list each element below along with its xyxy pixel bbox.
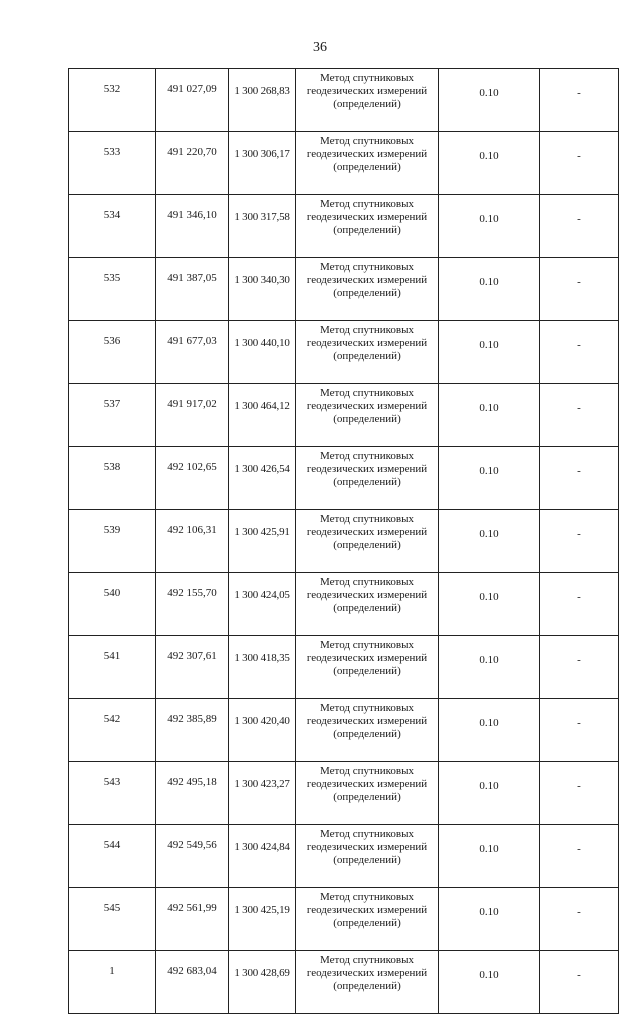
- method-line: (определений): [333, 476, 401, 488]
- y-coordinate-cell: 1 300 420,40: [229, 699, 296, 762]
- x-coordinate-cell: 492 549,56: [156, 825, 229, 888]
- accuracy-cell: 0.10: [439, 321, 540, 384]
- point-number-cell: 536: [69, 321, 156, 384]
- table-row: [69, 447, 619, 510]
- method-line: Метод спутниковых: [320, 450, 414, 462]
- accuracy-cell: 0.10: [439, 699, 540, 762]
- method-line: (определений): [333, 665, 401, 677]
- point-number-cell: 544: [69, 825, 156, 888]
- note-cell: -: [540, 447, 619, 510]
- method-line: Метод спутниковых: [320, 324, 414, 336]
- note-cell: -: [540, 321, 619, 384]
- note-cell: -: [540, 69, 619, 132]
- method-cell: [296, 195, 439, 258]
- y-coordinate-cell: 1 300 440,10: [229, 321, 296, 384]
- method-line: геодезических измерений: [306, 715, 428, 727]
- point-number-cell: 542: [69, 699, 156, 762]
- y-coordinate-cell: 1 300 424,84: [229, 825, 296, 888]
- note-cell: -: [540, 384, 619, 447]
- method-line: геодезических измерений: [306, 400, 428, 412]
- table-row: [69, 699, 619, 762]
- method-line: геодезических измерений: [306, 85, 428, 97]
- accuracy-cell: 0.10: [439, 258, 540, 321]
- note-cell: -: [540, 888, 619, 951]
- x-coordinate-cell: 492 155,70: [156, 573, 229, 636]
- x-coordinate-cell: 491 677,03: [156, 321, 229, 384]
- note-cell: -: [540, 258, 619, 321]
- table-row: [69, 195, 619, 258]
- method-line: (определений): [333, 161, 401, 173]
- table-row: [69, 762, 619, 825]
- method-line: геодезических измерений: [306, 463, 428, 475]
- method-line: Метод спутниковых: [320, 72, 414, 84]
- method-line: (определений): [333, 602, 401, 614]
- method-line: (определений): [333, 413, 401, 425]
- accuracy-cell: 0.10: [439, 510, 540, 573]
- x-coordinate-cell: 491 346,10: [156, 195, 229, 258]
- point-number-cell: 532: [69, 69, 156, 132]
- method-line: геодезических измерений: [306, 967, 428, 979]
- method-line: геодезических измерений: [306, 337, 428, 349]
- y-coordinate-cell: 1 300 428,69: [229, 951, 296, 1014]
- accuracy-cell: 0.10: [439, 888, 540, 951]
- method-cell: [296, 384, 439, 447]
- method-line: геодезических измерений: [306, 778, 428, 790]
- note-cell: -: [540, 132, 619, 195]
- method-line: геодезических измерений: [306, 211, 428, 223]
- table-row: [69, 510, 619, 573]
- table-body: [69, 69, 619, 1014]
- y-coordinate-cell: 1 300 340,30: [229, 258, 296, 321]
- note-cell: -: [540, 699, 619, 762]
- method-cell: [296, 510, 439, 573]
- y-coordinate-cell: 1 300 425,91: [229, 510, 296, 573]
- table-row: [69, 69, 619, 132]
- table-row: [69, 825, 619, 888]
- method-cell: [296, 825, 439, 888]
- point-number-cell: 543: [69, 762, 156, 825]
- accuracy-cell: 0.10: [439, 384, 540, 447]
- accuracy-cell: 0.10: [439, 132, 540, 195]
- point-number-cell: 1: [69, 951, 156, 1014]
- y-coordinate-cell: 1 300 426,54: [229, 447, 296, 510]
- method-line: Метод спутниковых: [320, 135, 414, 147]
- x-coordinate-cell: 492 102,65: [156, 447, 229, 510]
- method-cell: [296, 258, 439, 321]
- point-number-cell: 540: [69, 573, 156, 636]
- method-cell: [296, 699, 439, 762]
- method-line: Метод спутниковых: [320, 387, 414, 399]
- x-coordinate-cell: 492 495,18: [156, 762, 229, 825]
- method-line: (определений): [333, 728, 401, 740]
- method-line: (определений): [333, 287, 401, 299]
- x-coordinate-cell: 492 106,31: [156, 510, 229, 573]
- point-number-cell: 535: [69, 258, 156, 321]
- method-cell: [296, 447, 439, 510]
- method-cell: [296, 762, 439, 825]
- table-row: [69, 321, 619, 384]
- method-cell: [296, 573, 439, 636]
- method-line: Метод спутниковых: [320, 891, 414, 903]
- method-line: геодезических измерений: [306, 148, 428, 160]
- point-number-cell: 541: [69, 636, 156, 699]
- method-line: Метод спутниковых: [320, 198, 414, 210]
- y-coordinate-cell: 1 300 268,83: [229, 69, 296, 132]
- table-row: [69, 636, 619, 699]
- method-line: геодезических измерений: [306, 652, 428, 664]
- x-coordinate-cell: 492 561,99: [156, 888, 229, 951]
- page-number: 36: [313, 40, 327, 55]
- method-line: Метод спутниковых: [320, 513, 414, 525]
- method-line: геодезических измерений: [306, 526, 428, 538]
- y-coordinate-cell: 1 300 424,05: [229, 573, 296, 636]
- y-coordinate-cell: 1 300 464,12: [229, 384, 296, 447]
- point-number-cell: 538: [69, 447, 156, 510]
- y-coordinate-cell: 1 300 306,17: [229, 132, 296, 195]
- x-coordinate-cell: 492 385,89: [156, 699, 229, 762]
- point-number-cell: 533: [69, 132, 156, 195]
- accuracy-cell: 0.10: [439, 762, 540, 825]
- method-line: (определений): [333, 350, 401, 362]
- method-line: Метод спутниковых: [320, 765, 414, 777]
- method-line: Метод спутниковых: [320, 828, 414, 840]
- accuracy-cell: 0.10: [439, 69, 540, 132]
- note-cell: -: [540, 510, 619, 573]
- method-line: Метод спутниковых: [320, 954, 414, 966]
- method-line: Метод спутниковых: [320, 639, 414, 651]
- accuracy-cell: 0.10: [439, 573, 540, 636]
- y-coordinate-cell: 1 300 425,19: [229, 888, 296, 951]
- x-coordinate-cell: 491 387,05: [156, 258, 229, 321]
- x-coordinate-cell: 492 683,04: [156, 951, 229, 1014]
- point-number-cell: 539: [69, 510, 156, 573]
- point-number-cell: 537: [69, 384, 156, 447]
- method-line: геодезических измерений: [306, 274, 428, 286]
- note-cell: -: [540, 762, 619, 825]
- point-number-cell: 545: [69, 888, 156, 951]
- method-line: Метод спутниковых: [320, 576, 414, 588]
- method-line: (определений): [333, 224, 401, 236]
- x-coordinate-cell: 491 220,70: [156, 132, 229, 195]
- note-cell: -: [540, 825, 619, 888]
- method-line: (определений): [333, 98, 401, 110]
- accuracy-cell: 0.10: [439, 447, 540, 510]
- accuracy-cell: 0.10: [439, 951, 540, 1014]
- note-cell: -: [540, 951, 619, 1014]
- y-coordinate-cell: 1 300 317,58: [229, 195, 296, 258]
- note-cell: -: [540, 195, 619, 258]
- x-coordinate-cell: 491 917,02: [156, 384, 229, 447]
- method-cell: [296, 69, 439, 132]
- table-row: [69, 951, 619, 1014]
- method-line: (определений): [333, 791, 401, 803]
- method-line: геодезических измерений: [306, 841, 428, 853]
- method-cell: [296, 951, 439, 1014]
- table-row: [69, 258, 619, 321]
- method-cell: [296, 132, 439, 195]
- method-line: (определений): [333, 980, 401, 992]
- y-coordinate-cell: 1 300 423,27: [229, 762, 296, 825]
- method-line: Метод спутниковых: [320, 702, 414, 714]
- table-row: [69, 132, 619, 195]
- accuracy-cell: 0.10: [439, 636, 540, 699]
- note-cell: -: [540, 573, 619, 636]
- accuracy-cell: 0.10: [439, 825, 540, 888]
- method-cell: [296, 888, 439, 951]
- method-line: (определений): [333, 854, 401, 866]
- method-line: (определений): [333, 539, 401, 551]
- x-coordinate-cell: 491 027,09: [156, 69, 229, 132]
- table-row: [69, 888, 619, 951]
- table-row: [69, 573, 619, 636]
- coordinates-table: [68, 68, 619, 1014]
- note-cell: -: [540, 636, 619, 699]
- point-number-cell: 534: [69, 195, 156, 258]
- method-line: (определений): [333, 917, 401, 929]
- method-cell: [296, 321, 439, 384]
- method-cell: [296, 636, 439, 699]
- y-coordinate-cell: 1 300 418,35: [229, 636, 296, 699]
- method-line: геодезических измерений: [306, 904, 428, 916]
- table-row: [69, 384, 619, 447]
- x-coordinate-cell: 492 307,61: [156, 636, 229, 699]
- method-line: Метод спутниковых: [320, 261, 414, 273]
- accuracy-cell: 0.10: [439, 195, 540, 258]
- method-line: геодезических измерений: [306, 589, 428, 601]
